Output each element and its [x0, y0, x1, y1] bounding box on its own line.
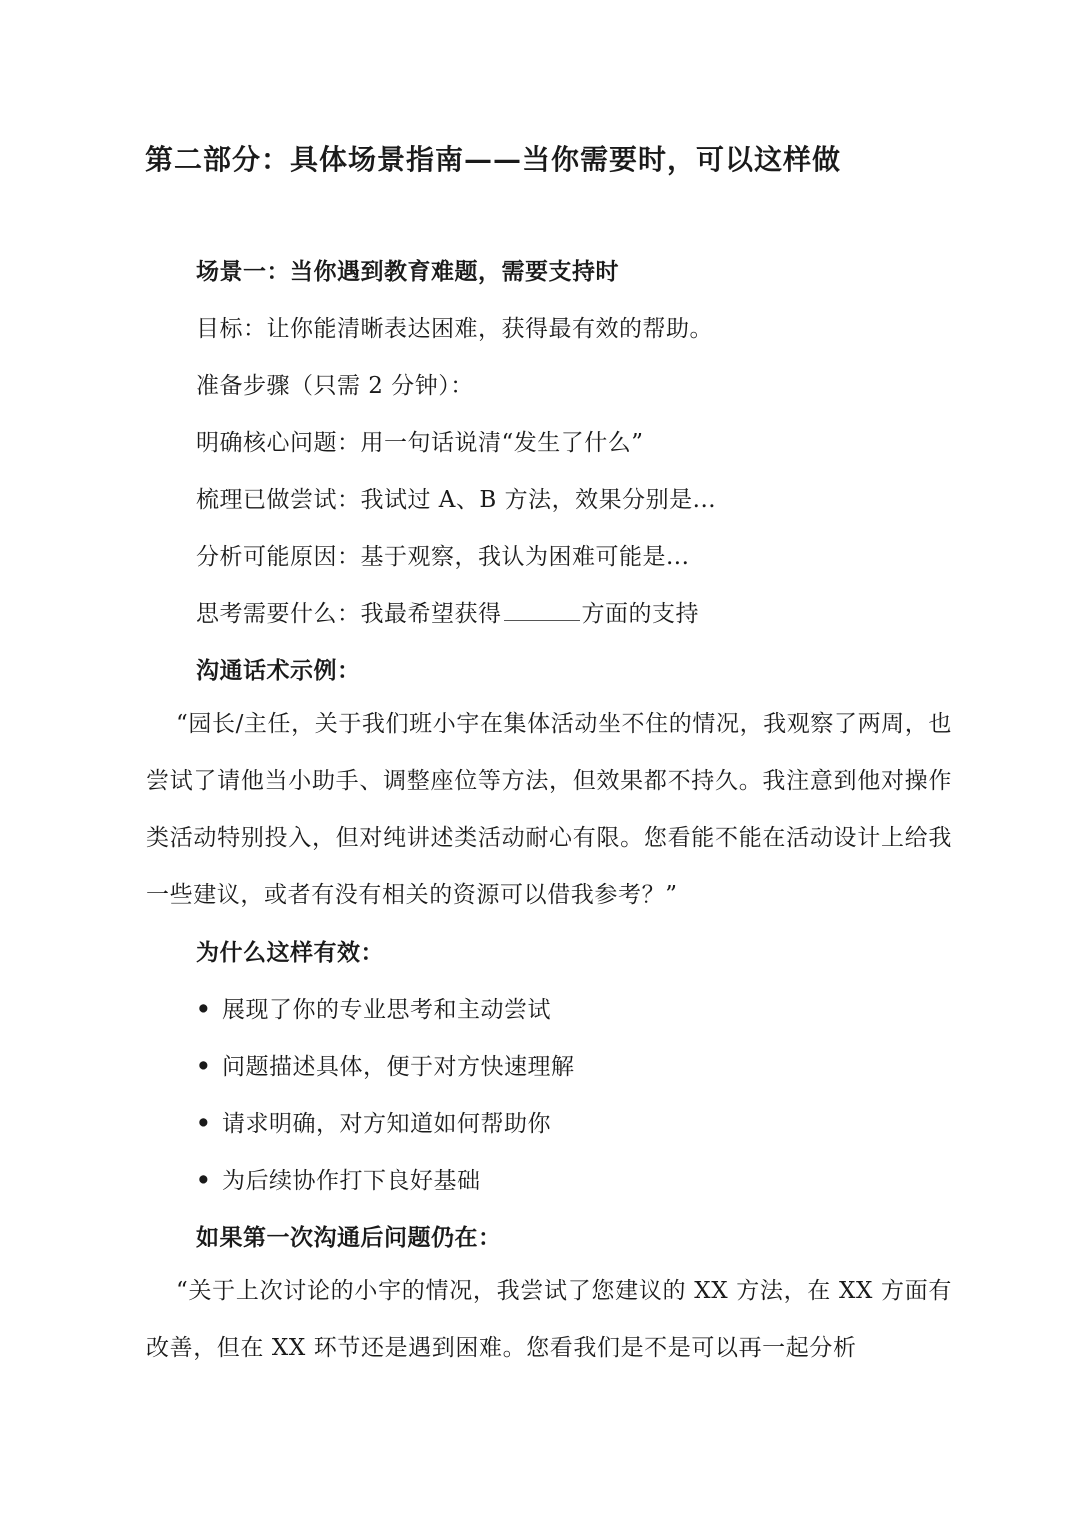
bullet-icon: • [196, 996, 212, 1023]
bullet-icon: • [196, 1167, 212, 1194]
step4-after: 方面的支持 [581, 601, 699, 627]
why-item-text: 展现了你的专业思考和主动尝试 [222, 997, 551, 1023]
example-title: 沟通话术示例： [196, 657, 361, 684]
scene-heading: 场景一：当你遇到教育难题，需要支持时 [196, 258, 619, 285]
why-item-text: 为后续协作打下良好基础 [222, 1168, 481, 1194]
step-item: 明确核心问题：用一句话说清“发生了什么” [196, 430, 644, 456]
step-item: 梳理已做尝试：我试过 A、B 方法，效果分别是... [196, 487, 717, 513]
why-item-text: 问题描述具体，便于对方快速理解 [222, 1054, 575, 1080]
step-item-with-blank [196, 596, 699, 632]
followup-paragraph [146, 1263, 952, 1377]
prep-title: 准备步骤（只需 2 分钟）： [196, 373, 474, 399]
bullet-icon: • [196, 1110, 212, 1137]
followup-text: “关于上次讨论的小宇的情况，我尝试了您建议的 XX 方法，在 XX 方面有改善，但在 XX 环节还是遇到困难。您看我们是不是可以再一起分析 [146, 1278, 952, 1361]
why-list-item [196, 1049, 575, 1085]
fill-blank [504, 598, 580, 621]
step4-before: 思考需要什么：我最希望获得 [196, 601, 502, 627]
why-list-item [196, 992, 551, 1028]
step-item: 分析可能原因：基于观察，我认为困难可能是... [196, 544, 690, 570]
why-list-item [196, 1106, 551, 1142]
example-paragraph [146, 696, 952, 924]
why-title: 为什么这样有效： [196, 939, 384, 966]
page-title: 第二部分：具体场景指南——当你需要时，可以这样做 [145, 143, 842, 176]
why-item-text: 请求明确，对方知道如何帮助你 [222, 1111, 551, 1137]
goal-text: 目标：让你能清晰表达困难，获得最有效的帮助。 [196, 316, 713, 342]
why-list-item [196, 1163, 481, 1199]
bullet-icon: • [196, 1053, 212, 1080]
example-text: “园长/主任，关于我们班小宇在集体活动坐不住的情况，我观察了两周，也尝试了请他当小助手、调整座位等方法，但效果都不持久。我注意到他对操作类活动特别投入，但对纯讲述类活动耐心有限。您看能不能在活动设计上给我一些建议，或者有没有相关的资源可以借我参考？” [146, 711, 952, 908]
followup-title: 如果第一次沟通后问题仍在： [196, 1224, 502, 1251]
